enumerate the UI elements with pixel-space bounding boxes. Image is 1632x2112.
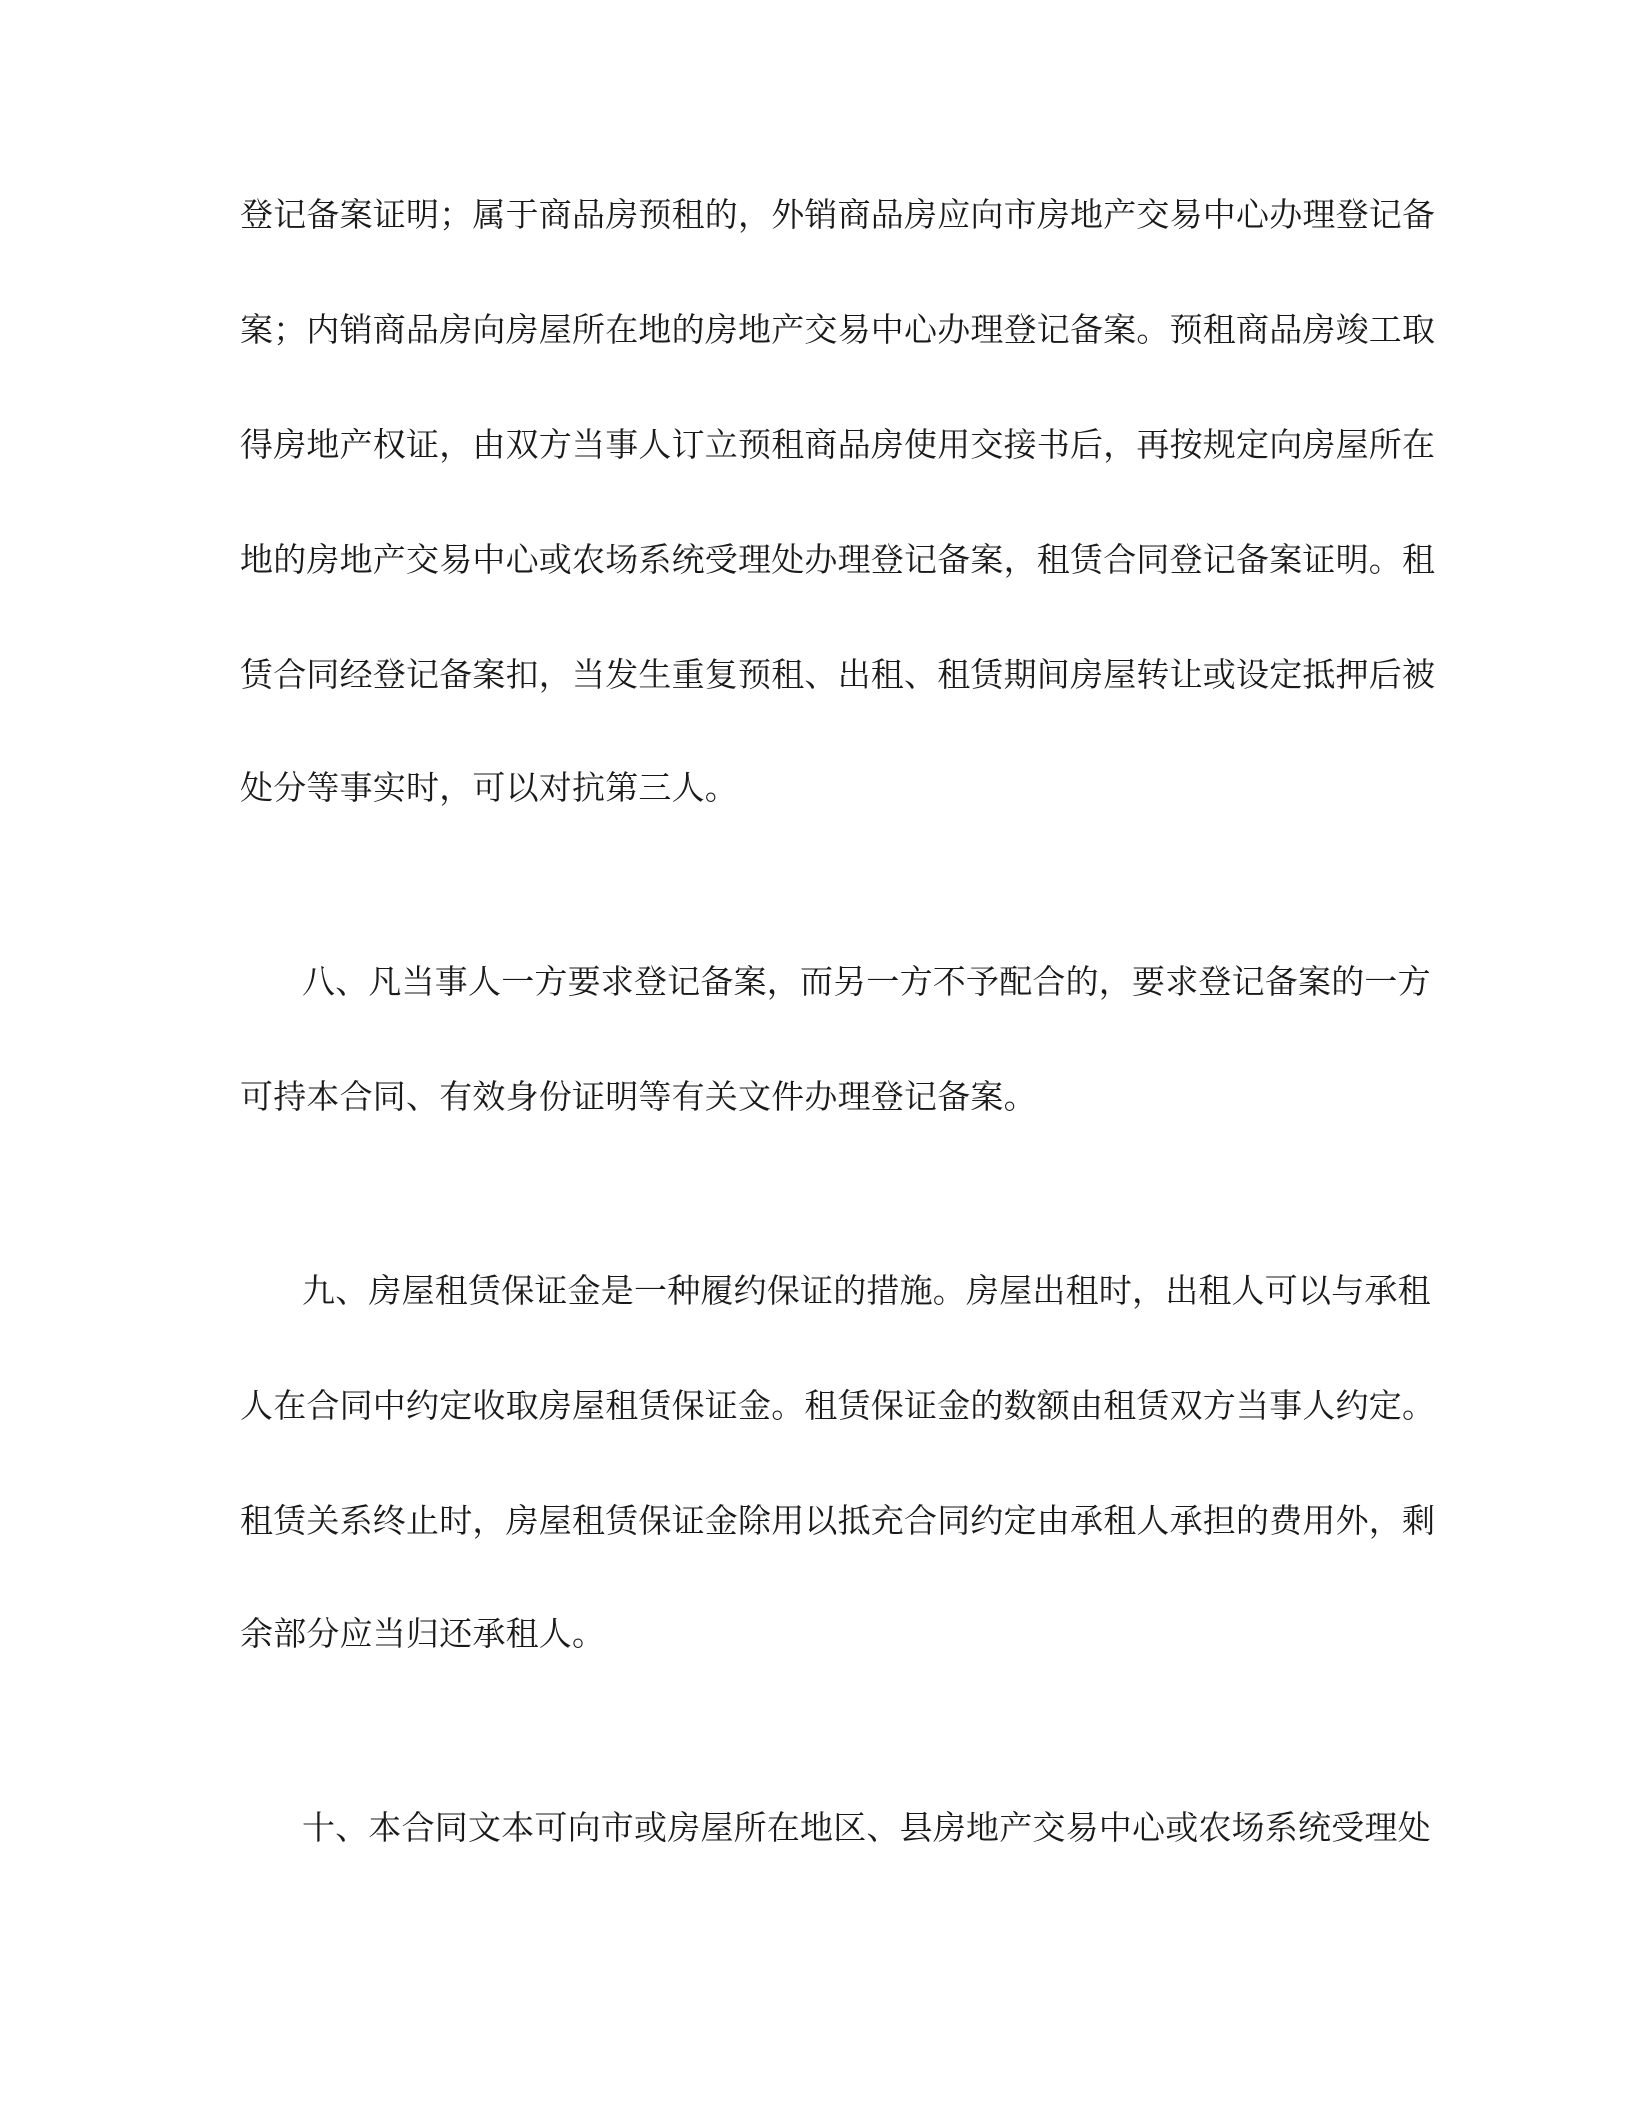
paragraph-1-line-5: 赁合同经登记备案扣，当发生重复预租、出租、租赁期间房屋转让或设定抵押后被 <box>240 655 1436 694</box>
paragraph-1-line-4: 地的房地产交易中心或农场系统受理处办理登记备案，租赁合同登记备案证明。租 <box>240 540 1436 579</box>
paragraph-1-line-1: 登记备案证明；属于商品房预租的，外销商品房应向市房地产交易中心办理登记备 <box>240 195 1436 234</box>
paragraph-2-line-2: 可持本合同、有效身份证明等有关文件办理登记备案。 <box>240 1077 1037 1116</box>
paragraph-4-line-1: 十、本合同文本可向市或房屋所在地区、县房地产交易中心或农场系统受理处 <box>302 1808 1431 1847</box>
paragraph-1-line-2: 案；内销商品房向房屋所在地的房地产交易中心办理登记备案。预租商品房竣工取 <box>240 310 1436 349</box>
paragraph-3-line-2: 人在合同中约定收取房屋租赁保证金。租赁保证金的数额由租赁双方当事人约定。 <box>240 1386 1436 1425</box>
paragraph-3-line-1: 九、房屋租赁保证金是一种履约保证的措施。房屋出租时，出租人可以与承租 <box>302 1271 1431 1310</box>
paragraph-3-line-4: 余部分应当归还承租人。 <box>240 1614 606 1653</box>
paragraph-1-line-3: 得房地产权证，由双方当事人订立预租商品房使用交接书后，再按规定向房屋所在 <box>240 425 1436 464</box>
paragraph-1-line-6: 处分等事实时，可以对抗第三人。 <box>240 768 738 807</box>
paragraph-3-line-3: 租赁关系终止时，房屋租赁保证金除用以抵充合同约定由承租人承担的费用外，剩 <box>240 1501 1436 1540</box>
paragraph-2-line-1: 八、凡当事人一方要求登记备案，而另一方不予配合的，要求登记备案的一方 <box>302 962 1431 1001</box>
